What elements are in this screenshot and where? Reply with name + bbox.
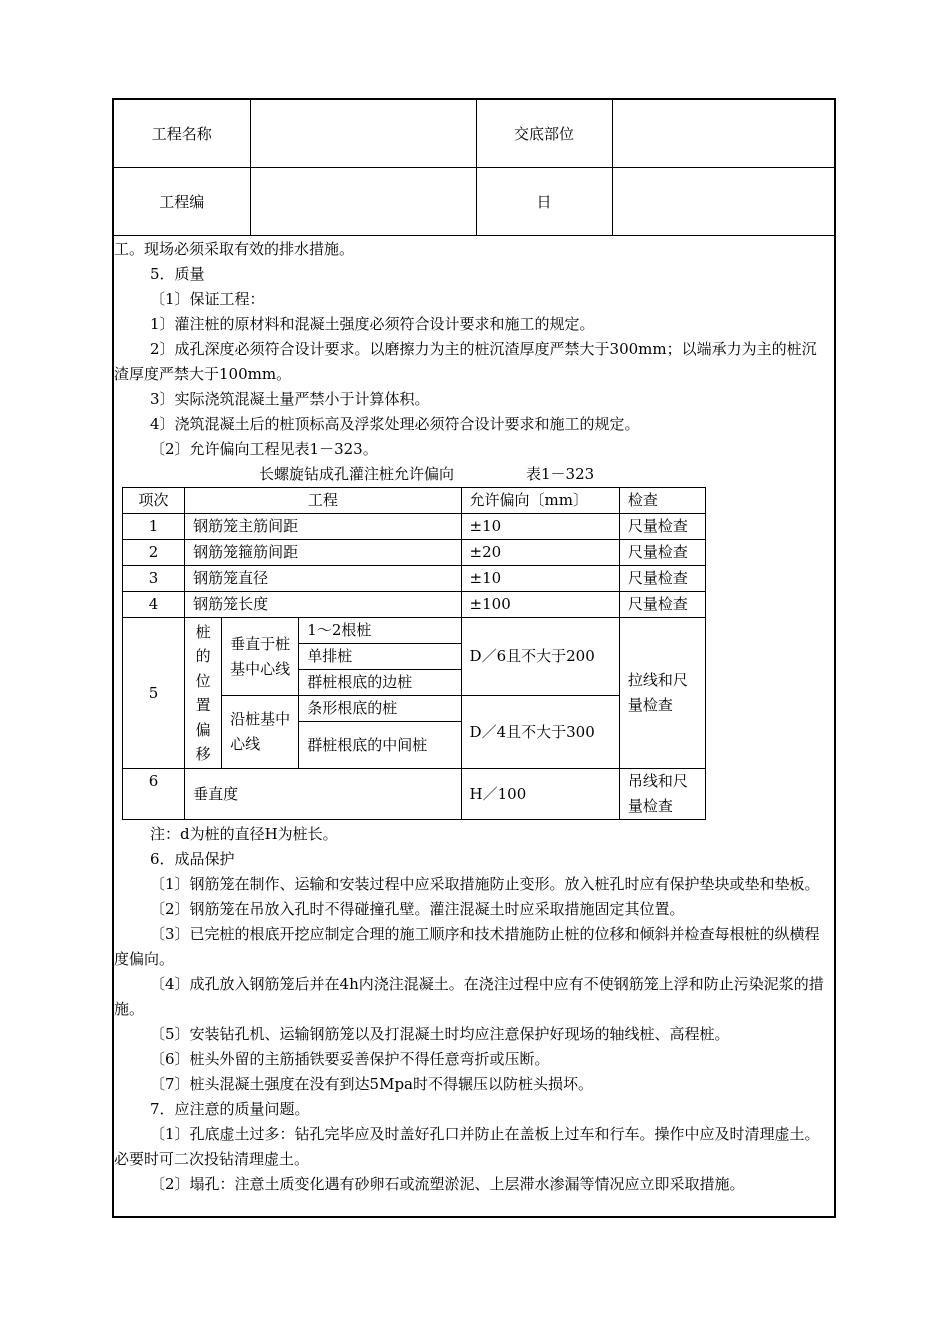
document-body bbox=[114, 237, 834, 1197]
paragraph: 〔3〕已完桩的根底开挖应制定合理的施工顺序和技术措施防止桩的位移和倾斜并检查每根桩的纵横程度偏向。 bbox=[114, 925, 820, 968]
project-name-label: 工程名称 bbox=[114, 100, 250, 168]
table-caption-title: 长螺旋钻成孔灌注桩允许偏向 bbox=[259, 465, 455, 483]
table-row bbox=[123, 618, 706, 644]
table-row bbox=[123, 540, 706, 566]
row-item: 垂直度 bbox=[185, 769, 461, 820]
row-check-text: 吊线和尺量检查 bbox=[627, 772, 688, 815]
row-check bbox=[619, 769, 705, 820]
sub-item: 条形根底的桩 bbox=[299, 696, 461, 722]
paragraph: 〔1〕孔底虚土过多：钻孔完毕应及时盖好孔口并防止在盖板上过车和行车。操作中应及时清理虚土。必要时可二次投钻清理虚土。 bbox=[114, 1125, 820, 1168]
row-check: 尺量检查 bbox=[619, 514, 705, 540]
row-tolerance: ±20 bbox=[461, 540, 619, 566]
row-item: 钢筋笼主筋间距 bbox=[185, 514, 461, 540]
row-tolerance: D／6且不大于200 bbox=[461, 618, 619, 696]
paragraph: 2〕成孔深度必须符合设计要求。以磨擦力为主的桩沉渣厚度严禁大于300mm；以端承力为主的桩沉渣厚度严禁大于100mm。 bbox=[114, 340, 817, 383]
paragraph: 4〕浇筑混凝土后的桩顶标高及浮浆处理必须符合设计要求和施工的规定。 bbox=[150, 415, 640, 433]
row-check-text: 拉线和尺量检查 bbox=[627, 671, 688, 714]
table-header-row bbox=[123, 488, 706, 514]
paragraph: 〔1〕保证工程： bbox=[150, 290, 265, 308]
paragraph: 〔7〕桩头混凝土强度在没有到达5Mpa时不得辗压以防桩头损坏。 bbox=[150, 1075, 593, 1093]
header-cell-item: 工程 bbox=[185, 488, 461, 514]
table-row bbox=[123, 514, 706, 540]
paragraph: 〔4〕成孔放入钢筋笼后并在4h内浇注混凝土。在浇注过程中应有不使钢筋笼上浮和防止污染泥浆的措施。 bbox=[114, 975, 824, 1018]
header-cell-check: 检查 bbox=[619, 488, 705, 514]
paragraph: 工。现场必须采取有效的排水措施。 bbox=[114, 240, 355, 258]
project-name-value[interactable] bbox=[250, 100, 476, 168]
paragraph: 〔2〕塌孔：注意土质变化遇有砂卵石或流塑淤泥、上层滞水渗漏等情况应立即采取措施。 bbox=[150, 1175, 745, 1193]
row-tolerance: H／100 bbox=[461, 769, 619, 820]
date-value[interactable] bbox=[612, 168, 834, 236]
sub-item: 单排桩 bbox=[299, 644, 461, 670]
row-tolerance: D／4且不大于300 bbox=[461, 696, 619, 769]
paragraph: 1〕灌注桩的原材料和混凝土强度必须符合设计要求和施工的规定。 bbox=[150, 315, 595, 333]
sub-group-label bbox=[222, 696, 299, 769]
row-tolerance: ±10 bbox=[461, 514, 619, 540]
row-no: 5 bbox=[123, 618, 185, 769]
row-check: 尺量检查 bbox=[619, 540, 705, 566]
table-row bbox=[123, 592, 706, 618]
row-no: 1 bbox=[123, 514, 185, 540]
row-item: 钢筋笼长度 bbox=[185, 592, 461, 618]
row-item: 钢筋笼箍筋间距 bbox=[185, 540, 461, 566]
section-heading: 6．成品保护 bbox=[150, 850, 235, 868]
row-no: 6 bbox=[123, 769, 185, 820]
section-heading: 5．质量 bbox=[150, 265, 205, 283]
sub-group-text: 沿桩基中心线 bbox=[230, 710, 291, 753]
handover-part-value[interactable] bbox=[612, 100, 834, 168]
paragraph: 〔1〕钢筋笼在制作、运输和安装过程中应采取措施防止变形。放入桩孔时应有保护垫块或垫和垫板。 bbox=[150, 875, 820, 893]
table-note: 注：d为桩的直径H为桩长。 bbox=[150, 825, 338, 843]
table-caption-number: 表1－323 bbox=[526, 465, 595, 483]
project-no-label: 工程编 bbox=[114, 168, 250, 236]
row-check: 尺量检查 bbox=[619, 592, 705, 618]
header-cell-tolerance: 允许偏向〔mm〕 bbox=[461, 488, 619, 514]
header-table bbox=[114, 100, 834, 236]
section-heading: 7．应注意的质量问题。 bbox=[150, 1100, 310, 1118]
paragraph: 〔2〕允许偏向工程见表1－323。 bbox=[150, 440, 378, 458]
paragraph: 〔5〕安装钻孔机、运输钢筋笼以及打混凝土时均应注意保护好现场的轴线桩、高程桩。 bbox=[150, 1025, 730, 1043]
table-row bbox=[123, 566, 706, 592]
paragraph: 3〕实际浇筑混凝土量严禁小于计算体积。 bbox=[150, 390, 430, 408]
sub-group-label bbox=[222, 618, 299, 696]
sub-item: 群桩根底的边桩 bbox=[299, 670, 461, 696]
deviation-table bbox=[122, 487, 706, 820]
row-no: 4 bbox=[123, 592, 185, 618]
row-check bbox=[619, 618, 705, 769]
row-no: 2 bbox=[123, 540, 185, 566]
handover-part-label: 交底部位 bbox=[476, 100, 612, 168]
table-row bbox=[123, 769, 706, 820]
date-label: 日 bbox=[476, 168, 612, 236]
row-tolerance: ±10 bbox=[461, 566, 619, 592]
project-no-value[interactable] bbox=[250, 168, 476, 236]
header-cell-no: 项次 bbox=[123, 488, 185, 514]
sub-item: 群桩根底的中间桩 bbox=[299, 722, 461, 769]
sub-group-text: 垂直于桩基中心线 bbox=[230, 634, 291, 678]
row-no: 3 bbox=[123, 566, 185, 592]
row-group-label bbox=[185, 618, 222, 769]
table-caption bbox=[114, 462, 834, 487]
row-group-text: 桩的位置偏移 bbox=[195, 622, 211, 763]
document-frame bbox=[112, 98, 836, 1218]
paragraph: 〔2〕钢筋笼在吊放入孔时不得碰撞孔壁。灌注混凝土时应采取措施固定其位置。 bbox=[150, 900, 685, 918]
row-item: 钢筋笼直径 bbox=[185, 566, 461, 592]
sub-item: 1～2根桩 bbox=[299, 618, 461, 644]
paragraph: 〔6〕桩头外留的主筋插铁要妥善保护不得任意弯折或压断。 bbox=[150, 1050, 550, 1068]
row-tolerance: ±100 bbox=[461, 592, 619, 618]
row-check: 尺量检查 bbox=[619, 566, 705, 592]
